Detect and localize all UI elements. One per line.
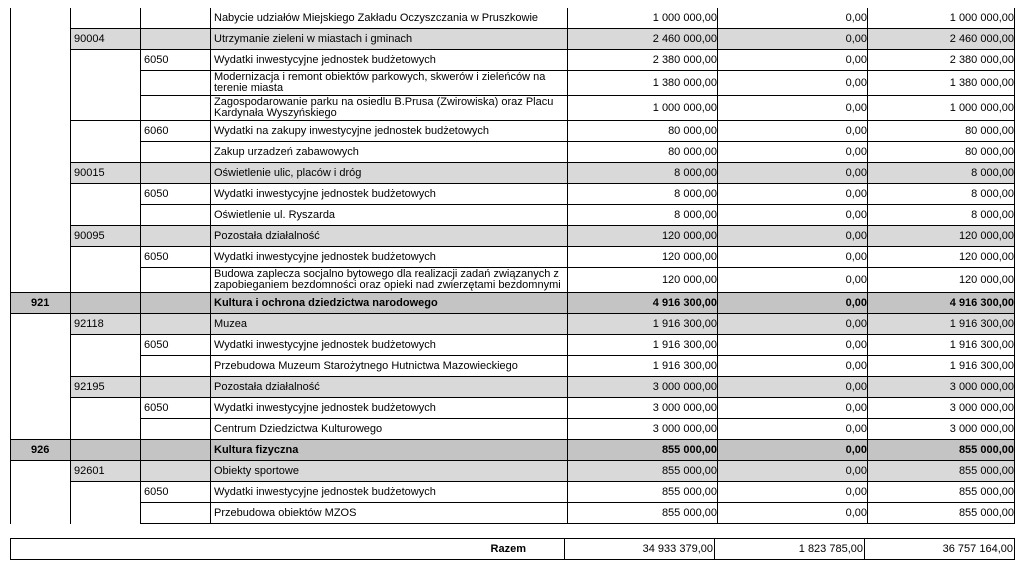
item-row: [11, 71, 1015, 96]
item-row: [11, 419, 1015, 440]
rozdzial-cell: [71, 96, 141, 121]
paragraf-code: 6050: [141, 482, 211, 503]
after-change-value: 80 000,00: [868, 121, 1015, 142]
rozdzial-row: [11, 29, 1015, 50]
item-name: Pozostała działalność: [211, 377, 568, 398]
item-name: Obiekty sportowe: [211, 461, 568, 482]
plan-value: 80 000,00: [568, 121, 718, 142]
item-name: Oświetlenie ul. Ryszarda: [211, 205, 568, 226]
paragraf-cell: [141, 226, 211, 247]
change-value: 0,00: [718, 482, 868, 503]
dzial-cell: [11, 142, 71, 163]
budget-table: [10, 8, 1015, 524]
change-value: 0,00: [718, 268, 868, 293]
item-name: Przebudowa obiektów MZOS: [211, 503, 568, 524]
paragraf-cell: [141, 440, 211, 461]
after-change-value: 4 916 300,00: [868, 293, 1015, 314]
plan-value: 120 000,00: [568, 226, 718, 247]
rozdzial-row: [11, 163, 1015, 184]
paragraf-code: 6050: [141, 50, 211, 71]
after-change-value: 1 000 000,00: [868, 96, 1015, 121]
plan-value: 855 000,00: [568, 503, 718, 524]
change-value: 0,00: [718, 205, 868, 226]
item-name: Wydatki na zakupy inwestycyjne jednostek budżetowych: [211, 121, 568, 142]
plan-value: 1 916 300,00: [568, 356, 718, 377]
after-change-value: 120 000,00: [868, 247, 1015, 268]
paragraf-cell: [141, 377, 211, 398]
rozdzial-code: 92118: [71, 314, 141, 335]
plan-value: 8 000,00: [568, 184, 718, 205]
plan-value: 1 380 000,00: [568, 71, 718, 96]
paragraf-cell: [141, 163, 211, 184]
paragraf-code: 6050: [141, 335, 211, 356]
rozdzial-row: [11, 461, 1015, 482]
change-value: 0,00: [718, 377, 868, 398]
plan-value: 855 000,00: [568, 440, 718, 461]
dzial-cell: [11, 71, 71, 96]
paragraf-cell: [141, 268, 211, 293]
item-row: [11, 268, 1015, 293]
item-name: Pozostała działalność: [211, 226, 568, 247]
item-row: [11, 356, 1015, 377]
budget-table-body: [11, 8, 1015, 524]
rozdzial-row: [11, 226, 1015, 247]
dzial-cell: [11, 163, 71, 184]
paragraf-row: [11, 184, 1015, 205]
total-after-value: 36 757 164,00: [865, 539, 1015, 560]
after-change-value: 3 000 000,00: [868, 419, 1015, 440]
change-value: 0,00: [718, 163, 868, 184]
rozdzial-code: 90015: [71, 163, 141, 184]
plan-value: 120 000,00: [568, 268, 718, 293]
plan-value: 855 000,00: [568, 482, 718, 503]
paragraf-row: [11, 398, 1015, 419]
paragraf-code: 6060: [141, 121, 211, 142]
paragraf-row: [11, 482, 1015, 503]
dzial-cell: [11, 461, 71, 482]
after-change-value: 8 000,00: [868, 184, 1015, 205]
after-change-value: 855 000,00: [868, 440, 1015, 461]
paragraf-row: [11, 50, 1015, 71]
paragraf-cell: [141, 503, 211, 524]
item-name: Wydatki inwestycyjne jednostek budżetowych: [211, 50, 568, 71]
change-value: 0,00: [718, 293, 868, 314]
after-change-value: 855 000,00: [868, 482, 1015, 503]
item-name: Zakup urzadzeń zabawowych: [211, 142, 568, 163]
rozdzial-row: [11, 377, 1015, 398]
rozdzial-cell: [71, 184, 141, 205]
rozdzial-code: 92601: [71, 461, 141, 482]
rozdzial-cell: [71, 356, 141, 377]
after-change-value: 855 000,00: [868, 461, 1015, 482]
change-value: 0,00: [718, 96, 868, 121]
plan-value: 855 000,00: [568, 461, 718, 482]
plan-value: 120 000,00: [568, 247, 718, 268]
paragraf-cell: [141, 142, 211, 163]
plan-value: 2 460 000,00: [568, 29, 718, 50]
rozdzial-cell: [71, 247, 141, 268]
plan-value: 1 000 000,00: [568, 8, 718, 29]
dzial-cell: [11, 226, 71, 247]
item-name: Zagospodarowanie parku na osiedlu B.Prusa (Zwirowiska) oraz Placu Kardynała Wyszyńskiego: [211, 96, 568, 121]
item-name: Modernizacja i remont obiektów parkowych, skwerów i zieleńców na terenie miasta: [211, 71, 568, 96]
change-value: 0,00: [718, 335, 868, 356]
change-value: 0,00: [718, 314, 868, 335]
rozdzial-cell: [71, 398, 141, 419]
rozdzial-cell: [71, 503, 141, 524]
change-value: 0,00: [718, 461, 868, 482]
paragraf-cell: [141, 356, 211, 377]
dzial-cell: [11, 247, 71, 268]
paragraf-code: 6050: [141, 184, 211, 205]
item-name: Kultura fizyczna: [211, 440, 568, 461]
change-value: 0,00: [718, 71, 868, 96]
total-plan-value: 34 933 379,00: [565, 539, 715, 560]
paragraf-cell: [141, 461, 211, 482]
paragraf-cell: [141, 71, 211, 96]
after-change-value: 2 380 000,00: [868, 50, 1015, 71]
rozdzial-cell: [71, 121, 141, 142]
plan-value: 1 916 300,00: [568, 335, 718, 356]
item-row: [11, 142, 1015, 163]
item-name: Nabycie udziałów Miejskiego Zakładu Oczyszczania w Pruszkowie: [211, 8, 568, 29]
paragraf-cell: [141, 205, 211, 226]
change-value: 0,00: [718, 398, 868, 419]
paragraf-cell: [141, 8, 211, 29]
plan-value: 1 916 300,00: [568, 314, 718, 335]
rozdzial-cell: [71, 335, 141, 356]
dzial-cell: [11, 419, 71, 440]
dzial-cell: [11, 356, 71, 377]
dzial-cell: [11, 482, 71, 503]
paragraf-cell: [141, 96, 211, 121]
total-label: Razem: [11, 539, 565, 560]
dzial-cell: [11, 184, 71, 205]
after-change-value: 80 000,00: [868, 142, 1015, 163]
paragraf-row: [11, 335, 1015, 356]
paragraf-code: 6050: [141, 247, 211, 268]
dzial-code: 926: [11, 440, 71, 461]
item-name: Wydatki inwestycyjne jednostek budżetowych: [211, 247, 568, 268]
item-row: [11, 503, 1015, 524]
dzial-cell: [11, 205, 71, 226]
rozdzial-code: 90004: [71, 29, 141, 50]
dzial-cell: [11, 8, 71, 29]
after-change-value: 1 916 300,00: [868, 335, 1015, 356]
dzial-cell: [11, 121, 71, 142]
change-value: 0,00: [718, 184, 868, 205]
rozdzial-cell: [71, 205, 141, 226]
dzial-cell: [11, 398, 71, 419]
after-change-value: 1 916 300,00: [868, 356, 1015, 377]
rozdzial-cell: [71, 293, 141, 314]
dzial-row: [11, 293, 1015, 314]
after-change-value: 120 000,00: [868, 268, 1015, 293]
rozdzial-row: [11, 314, 1015, 335]
item-name: Budowa zaplecza socjalno bytowego dla realizacji zadań związanych z zapobieganiem bezdomności oraz opieki nad zwierzętami bezdomnymi: [211, 268, 568, 293]
plan-value: 2 380 000,00: [568, 50, 718, 71]
rozdzial-cell: [71, 440, 141, 461]
rozdzial-cell: [71, 50, 141, 71]
paragraf-cell: [141, 293, 211, 314]
change-value: 0,00: [718, 356, 868, 377]
item-name: Wydatki inwestycyjne jednostek budżetowych: [211, 335, 568, 356]
rozdzial-cell: [71, 71, 141, 96]
rozdzial-cell: [71, 8, 141, 29]
item-name: Oświetlenie ulic, placów i dróg: [211, 163, 568, 184]
item-name: Kultura i ochrona dziedzictwa narodowego: [211, 293, 568, 314]
after-change-value: 120 000,00: [868, 226, 1015, 247]
after-change-value: 1 916 300,00: [868, 314, 1015, 335]
plan-value: 4 916 300,00: [568, 293, 718, 314]
paragraf-cell: [141, 314, 211, 335]
plan-value: 3 000 000,00: [568, 419, 718, 440]
change-value: 0,00: [718, 121, 868, 142]
change-value: 0,00: [718, 29, 868, 50]
dzial-cell: [11, 29, 71, 50]
total-row: [11, 539, 1015, 560]
after-change-value: 8 000,00: [868, 163, 1015, 184]
dzial-cell: [11, 335, 71, 356]
paragraf-row: [11, 121, 1015, 142]
item-row: [11, 205, 1015, 226]
total-change-value: 1 823 785,00: [715, 539, 865, 560]
change-value: 0,00: [718, 419, 868, 440]
after-change-value: 8 000,00: [868, 205, 1015, 226]
paragraf-cell: [141, 419, 211, 440]
total-row-table: [10, 538, 1015, 560]
after-change-value: 3 000 000,00: [868, 377, 1015, 398]
rozdzial-cell: [71, 142, 141, 163]
after-change-value: 2 460 000,00: [868, 29, 1015, 50]
dzial-row: [11, 440, 1015, 461]
item-name: Wydatki inwestycyjne jednostek budżetowych: [211, 398, 568, 419]
after-change-value: 855 000,00: [868, 503, 1015, 524]
rozdzial-cell: [71, 268, 141, 293]
change-value: 0,00: [718, 440, 868, 461]
change-value: 0,00: [718, 226, 868, 247]
item-name: Wydatki inwestycyjne jednostek budżetowych: [211, 184, 568, 205]
item-name: Muzea: [211, 314, 568, 335]
item-row: [11, 8, 1015, 29]
paragraf-code: 6050: [141, 398, 211, 419]
rozdzial-code: 90095: [71, 226, 141, 247]
paragraf-cell: [141, 29, 211, 50]
after-change-value: 1 000 000,00: [868, 8, 1015, 29]
plan-value: 8 000,00: [568, 205, 718, 226]
item-name: Przebudowa Muzeum Starożytnego Hutnictwa Mazowieckiego: [211, 356, 568, 377]
item-name: Centrum Dziedzictwa Kulturowego: [211, 419, 568, 440]
dzial-cell: [11, 377, 71, 398]
after-change-value: 3 000 000,00: [868, 398, 1015, 419]
dzial-cell: [11, 314, 71, 335]
dzial-cell: [11, 50, 71, 71]
paragraf-row: [11, 247, 1015, 268]
dzial-cell: [11, 268, 71, 293]
item-row: [11, 96, 1015, 121]
rozdzial-cell: [71, 419, 141, 440]
plan-value: 80 000,00: [568, 142, 718, 163]
after-change-value: 1 380 000,00: [868, 71, 1015, 96]
rozdzial-cell: [71, 482, 141, 503]
change-value: 0,00: [718, 247, 868, 268]
plan-value: 1 000 000,00: [568, 96, 718, 121]
dzial-code: 921: [11, 293, 71, 314]
change-value: 0,00: [718, 503, 868, 524]
change-value: 0,00: [718, 142, 868, 163]
change-value: 0,00: [718, 50, 868, 71]
plan-value: 3 000 000,00: [568, 377, 718, 398]
dzial-cell: [11, 96, 71, 121]
rozdzial-code: 92195: [71, 377, 141, 398]
item-name: Wydatki inwestycyjne jednostek budżetowych: [211, 482, 568, 503]
item-name: Utrzymanie zieleni w miastach i gminach: [211, 29, 568, 50]
dzial-cell: [11, 503, 71, 524]
plan-value: 8 000,00: [568, 163, 718, 184]
plan-value: 3 000 000,00: [568, 398, 718, 419]
change-value: 0,00: [718, 8, 868, 29]
